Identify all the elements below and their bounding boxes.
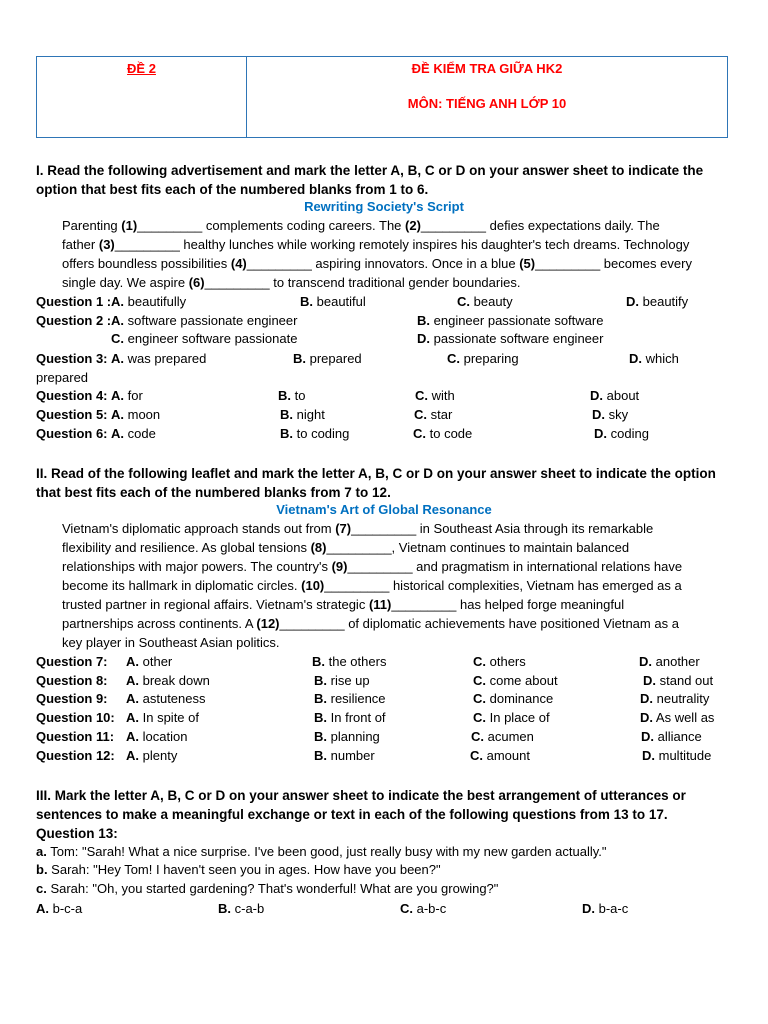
section1-instruction-line2: option that best fits each of the numbered blanks from 1 to 6.	[36, 182, 429, 197]
passage-text: _________ defies expectations daily. The	[420, 218, 660, 233]
blank-number: (3)	[98, 237, 115, 252]
option-d[interactable]: D. beautify	[626, 294, 689, 309]
option-c[interactable]: C. star	[414, 407, 453, 422]
option-c[interactable]: C. beauty	[457, 294, 513, 309]
section3-instruction-line1: III. Mark the letter A, B, C or D on your answer sheet to indicate the best arrangement of utterances or	[36, 788, 686, 803]
option-d[interactable]: D. multitude	[642, 748, 712, 763]
exam-title: ĐỀ KIỂM TRA GIỮA HK2	[411, 61, 563, 76]
passage1	[62, 216, 734, 292]
option-a[interactable]: A. software passionate engineer	[111, 313, 298, 328]
utterance-a: a. Tom: "Sarah! What a nice surprise. I've been good, just really busy with my new garden actually."	[36, 844, 607, 859]
passage2-title: Vietnam's Art of Global Resonance	[276, 502, 492, 517]
passage-text: relationships with major powers. The country's	[62, 559, 332, 574]
passage-text: _________ has helped forge meaningful	[391, 597, 625, 612]
option-a[interactable]: A. for	[111, 388, 143, 403]
blank-number: (4)	[230, 256, 247, 271]
option-c[interactable]: C. preparing	[447, 351, 519, 366]
option-d-continued: prepared	[36, 370, 89, 385]
option-c[interactable]: C. others	[473, 654, 526, 669]
passage-text: _________ historical complexities, Vietnam has emerged as a	[324, 578, 682, 593]
header-title-cell	[247, 57, 727, 137]
option-d[interactable]: D. which	[629, 351, 679, 366]
blank-number: (7)	[335, 521, 352, 536]
question-label: Question 8:	[36, 673, 108, 688]
question-label: Question 10:	[36, 710, 115, 725]
option-a[interactable]: A. plenty	[126, 748, 178, 763]
section2-instruction-line1: II. Read of the following leaflet and mark the letter A, B, C or D on your answer sheet to indicate the option	[36, 466, 716, 481]
option-a[interactable]: A. code	[111, 426, 156, 441]
passage1-title: Rewriting Society's Script	[304, 199, 464, 214]
option-c[interactable]: C. to code	[413, 426, 473, 441]
passage-text: _________, Vietnam continues to maintain balanced	[326, 540, 630, 555]
option-b[interactable]: B. prepared	[293, 351, 362, 366]
section1-instruction	[36, 161, 736, 199]
passage2-line	[62, 576, 734, 595]
blank-number: (5)	[519, 256, 536, 271]
option-b[interactable]: B. the others	[312, 654, 387, 669]
option-c[interactable]: C. come about	[473, 673, 558, 688]
option-b[interactable]: B. engineer passionate software	[417, 313, 604, 328]
exam-code: ĐỀ 2	[127, 61, 156, 76]
passage-text: become its hallmark in diplomatic circles.	[62, 578, 302, 593]
blank-number: (6)	[188, 275, 205, 290]
option-d[interactable]: D. stand out	[643, 673, 714, 688]
header-code-cell	[37, 57, 247, 137]
passage-text: _________ complements coding careers. The	[137, 218, 406, 233]
option-a[interactable]: A. moon	[111, 407, 161, 422]
question-label: Question 13:	[36, 826, 118, 841]
question-label: Question 7:	[36, 654, 108, 669]
passage2-line	[62, 633, 734, 652]
passage-text: offers boundless possibilities	[62, 256, 231, 271]
blank-number: (1)	[121, 218, 138, 233]
passage2	[62, 519, 734, 652]
passage2-line	[62, 519, 734, 538]
question-label: Question 1 :	[36, 294, 112, 309]
passage2-line	[62, 538, 734, 557]
passage2-line	[62, 557, 734, 576]
passage1-line	[62, 254, 734, 273]
option-d[interactable]: D. passionate software engineer	[417, 331, 604, 346]
option-b[interactable]: B. night	[280, 407, 325, 422]
option-c[interactable]: C. In place of	[473, 710, 550, 725]
blank-number: (11)	[368, 597, 392, 612]
option-c[interactable]: C. a-b-c	[400, 901, 447, 916]
option-a[interactable]: A. was prepared	[111, 351, 207, 366]
passage-text: key player in Southeast Asian politics.	[62, 635, 280, 650]
option-b[interactable]: B. beautiful	[300, 294, 366, 309]
question-label: Question 12:	[36, 748, 115, 763]
passage-text: flexibility and resilience. As global tensions	[62, 540, 311, 555]
option-b[interactable]: B. resilience	[314, 691, 386, 706]
passage-text: _________ to transcend traditional gender boundaries.	[204, 275, 521, 290]
option-c[interactable]: C. amount	[470, 748, 530, 763]
passage2-line	[62, 595, 734, 614]
option-d[interactable]: D. As well as	[640, 710, 715, 725]
passage1-line	[62, 235, 734, 254]
option-c[interactable]: C. dominance	[473, 691, 554, 706]
utterance-c: c. Sarah: "Oh, you started gardening? That's wonderful! What are you growing?"	[36, 881, 499, 896]
question-label: Question 2 :	[36, 313, 112, 328]
passage-text: Parenting	[62, 218, 122, 233]
option-b[interactable]: B. to coding	[280, 426, 350, 441]
option-a[interactable]: A. location	[126, 729, 188, 744]
option-c[interactable]: C. with	[415, 388, 455, 403]
blank-number: (2)	[405, 218, 421, 233]
option-c[interactable]: C. acumen	[471, 729, 534, 744]
section1-instruction-line1: I. Read the following advertisement and mark the letter A, B, C or D on your answer sheet to indicate the	[36, 163, 704, 178]
option-d[interactable]: D. coding	[594, 426, 649, 441]
passage-text: Vietnam's diplomatic approach stands out from	[62, 521, 336, 536]
option-b[interactable]: B. rise up	[314, 673, 370, 688]
question-label: Question 5:	[36, 407, 108, 422]
passage-text: single day. We aspire	[62, 275, 189, 290]
option-b[interactable]: B. number	[314, 748, 375, 763]
option-b[interactable]: B. In front of	[314, 710, 386, 725]
utterance-b: b. Sarah: "Hey Tom! I haven't seen you in ages. How have you been?"	[36, 862, 441, 877]
blank-number: (8)	[310, 540, 327, 555]
blank-number: (12)	[256, 616, 280, 631]
passage-text: _________ healthy lunches while working remotely inspires his daughter's tech dreams. Technology	[114, 237, 690, 252]
question-label: Question 9:	[36, 691, 108, 706]
option-a[interactable]: A. break down	[126, 673, 210, 688]
passage-text: _________ aspiring innovators. Once in a blue	[246, 256, 520, 271]
option-b[interactable]: B. c-a-b	[218, 901, 265, 916]
option-b[interactable]: B. to	[278, 388, 306, 403]
option-c[interactable]: C. engineer software passionate	[111, 331, 298, 346]
passage-text: _________ becomes every	[535, 256, 692, 271]
section3-instruction-line2: sentences to make a meaningful exchange or text in each of the following questions from 13 to 17.	[36, 807, 668, 822]
option-d[interactable]: D. sky	[592, 407, 629, 422]
passage-text: _________ of diplomatic achievements have positioned Vietnam as a	[279, 616, 679, 631]
header-table	[36, 56, 728, 138]
question-label: Question 11:	[36, 729, 115, 744]
passage-text: father	[62, 237, 99, 252]
option-d[interactable]: D. alliance	[641, 729, 702, 744]
option-a[interactable]: A. In spite of	[126, 710, 199, 725]
passage1-line	[62, 216, 734, 235]
blank-number: (9)	[331, 559, 348, 574]
question-label: Question 4:	[36, 388, 108, 403]
question-label: Question 6:	[36, 426, 108, 441]
exam-subject: MÔN: TIẾNG ANH LỚP 10	[407, 96, 567, 111]
passage-text: _________ in Southeast Asia through its remarkable	[351, 521, 654, 536]
option-d[interactable]: D. neutrality	[640, 691, 710, 706]
option-d[interactable]: D. about	[590, 388, 640, 403]
blank-number: (10)	[301, 578, 325, 593]
passage-text: partnerships across continents. A	[62, 616, 257, 631]
option-a[interactable]: A. astuteness	[126, 691, 206, 706]
option-a[interactable]: A. other	[126, 654, 173, 669]
passage1-line	[62, 273, 734, 292]
section2-instruction	[36, 464, 736, 502]
passage-text: trusted partner in regional affairs. Vietnam's strategic	[62, 597, 369, 612]
question-label: Question 3:	[36, 351, 108, 366]
passage-text: _________ and pragmatism in international relations have	[347, 559, 683, 574]
option-a[interactable]: A. b-c-a	[36, 901, 83, 916]
option-d[interactable]: D. b-a-c	[582, 901, 629, 916]
section2-instruction-line2: that best fits each of the numbered blanks from 7 to 12.	[36, 485, 391, 500]
section3-instruction	[36, 786, 736, 843]
option-a[interactable]: A. beautifully	[111, 294, 187, 309]
option-b[interactable]: B. planning	[314, 729, 380, 744]
option-d[interactable]: D. another	[639, 654, 700, 669]
passage2-line	[62, 614, 734, 633]
